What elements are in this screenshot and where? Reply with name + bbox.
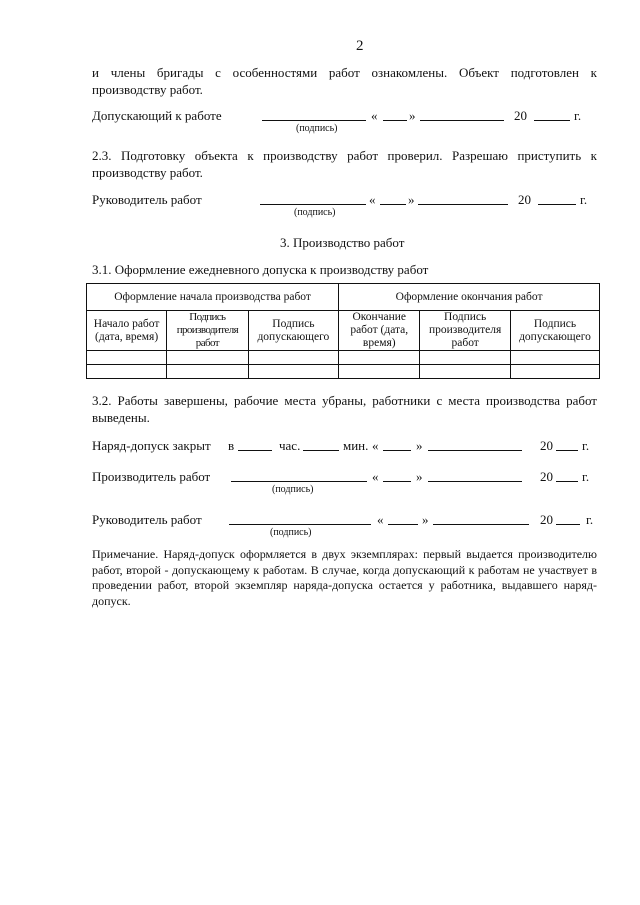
table-cell[interactable] xyxy=(511,351,600,365)
work-producer-label: Производитель работ xyxy=(92,469,211,484)
admitting-month-line[interactable] xyxy=(420,120,504,121)
admitting-label: Допускающий к работе xyxy=(92,108,222,123)
admitting-signature-line[interactable] xyxy=(262,120,366,121)
table-cell[interactable] xyxy=(167,365,248,379)
work-producer-year-line[interactable] xyxy=(556,481,578,482)
table-col-start-admitting-sign: Подпись допускающего xyxy=(248,311,339,351)
table-cell[interactable] xyxy=(248,351,339,365)
work-producer-month-line[interactable] xyxy=(428,481,522,482)
work-producer-year-prefix: 20 xyxy=(540,469,553,484)
section-3-2-paragraph: 3.2. Работы завершены, рабочие места убраны, работники с места производства работ выведены. xyxy=(92,393,597,425)
work-producer-quote-close: » xyxy=(416,469,423,484)
work-producer-quote-open: « xyxy=(372,469,379,484)
table-cell[interactable] xyxy=(511,365,600,379)
work-producer-year-suffix: г. xyxy=(582,469,590,484)
table-row xyxy=(87,365,600,379)
table-cell[interactable] xyxy=(87,365,167,379)
table-cell[interactable] xyxy=(339,351,420,365)
section-2-3-paragraph: 2.3. Подготовку объекта к производству работ проверил. Разрешаю приступить к производству работ. xyxy=(92,148,597,180)
daily-admission-table xyxy=(86,283,600,379)
permit-closed-in: в xyxy=(228,438,235,453)
table-col-start-producer-sign: Подпись производителя работ xyxy=(167,311,248,351)
permit-closed-day-line[interactable] xyxy=(383,450,411,451)
work-manager-2-signature-line[interactable] xyxy=(229,524,371,525)
work-manager-2-quote-close: » xyxy=(422,512,429,527)
permit-closed-quote-close: » xyxy=(416,438,423,453)
permit-closed-minutes-line[interactable] xyxy=(303,450,339,451)
table-col-end-admitting-sign: Подпись допускающего xyxy=(511,311,600,351)
work-manager-2-month-line[interactable] xyxy=(433,524,529,525)
permit-closed-month-line[interactable] xyxy=(428,450,522,451)
work-manager-1-label: Руководитель работ xyxy=(92,192,202,207)
section-3-title: 3. Производство работ xyxy=(280,235,405,250)
work-manager-1-month-line[interactable] xyxy=(418,204,508,205)
table-col-start-datetime: Начало работ (дата, время) xyxy=(87,311,167,351)
work-manager-1-year-line[interactable] xyxy=(538,204,576,205)
note-paragraph: Примечание. Наряд-допуск оформляется в двух экземплярах: первый выдается производителю работ, второй - допускающему к работам. В случае, когда допускающий к работам не участвует в проведении работ, второй экземпляр наряда-допуска остается у работника, выдавшего наряд-допуск. xyxy=(92,547,597,608)
admitting-year-prefix: 20 xyxy=(514,108,527,123)
table-cell[interactable] xyxy=(420,365,511,379)
table-col-end-producer-sign: Подпись производителя работ xyxy=(420,311,511,351)
permit-closed-year-line[interactable] xyxy=(556,450,578,451)
admitting-quote-close: » xyxy=(409,108,416,123)
admitting-quote-open: « xyxy=(371,108,378,123)
work-manager-1-day-line[interactable] xyxy=(380,204,406,205)
intro-paragraph: и члены бригады с особенностями работ ознакомлены. Объект подготовлен к производству работ. xyxy=(92,65,597,97)
work-manager-1-signature-line[interactable] xyxy=(260,204,366,205)
table-cell[interactable] xyxy=(167,351,248,365)
work-producer-signature-caption: (подпись) xyxy=(272,484,314,495)
admitting-signature-caption: (подпись) xyxy=(296,123,338,134)
table-cell[interactable] xyxy=(87,351,167,365)
page-number: 2 xyxy=(356,38,364,54)
work-manager-2-year-suffix: г. xyxy=(586,512,594,527)
work-manager-2-year-prefix: 20 xyxy=(540,512,553,527)
work-manager-1-quote-open: « xyxy=(369,192,376,207)
work-manager-1-year-suffix: г. xyxy=(580,192,588,207)
work-manager-1-quote-close: » xyxy=(408,192,415,207)
admitting-day-line[interactable] xyxy=(383,120,407,121)
permit-closed-year-prefix: 20 xyxy=(540,438,553,453)
work-manager-2-day-line[interactable] xyxy=(388,524,418,525)
permit-closed-quote-open: « xyxy=(372,438,379,453)
work-producer-day-line[interactable] xyxy=(383,481,411,482)
work-manager-2-label: Руководитель работ xyxy=(92,512,202,527)
work-manager-2-signature-caption: (подпись) xyxy=(270,527,312,538)
table-group-end-header: Оформление окончания работ xyxy=(339,284,600,311)
work-producer-signature-line[interactable] xyxy=(231,481,367,482)
permit-closed-hours-label: час. xyxy=(279,438,301,453)
table-row xyxy=(87,351,600,365)
table-cell[interactable] xyxy=(420,351,511,365)
section-3-1-subtitle: 3.1. Оформление ежедневного допуска к производству работ xyxy=(92,262,429,277)
admitting-year-line[interactable] xyxy=(534,120,570,121)
permit-closed-hours-line[interactable] xyxy=(238,450,272,451)
table-cell[interactable] xyxy=(339,365,420,379)
work-manager-1-year-prefix: 20 xyxy=(518,192,531,207)
permit-closed-year-suffix: г. xyxy=(582,438,590,453)
admitting-year-suffix: г. xyxy=(574,108,582,123)
work-manager-1-signature-caption: (подпись) xyxy=(294,207,336,218)
work-manager-2-year-line[interactable] xyxy=(556,524,580,525)
permit-closed-label: Наряд-допуск закрыт xyxy=(92,438,211,453)
table-cell[interactable] xyxy=(248,365,339,379)
work-manager-2-quote-open: « xyxy=(377,512,384,527)
table-group-start-header: Оформление начала производства работ xyxy=(87,284,339,311)
permit-closed-minutes-label: мин. xyxy=(343,438,369,453)
table-col-end-datetime: Окончание работ (дата, время) xyxy=(339,311,420,351)
